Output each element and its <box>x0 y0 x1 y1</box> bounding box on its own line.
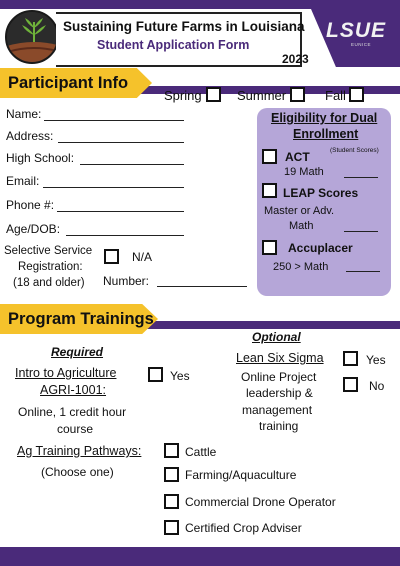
top-bar <box>0 0 400 9</box>
lsue-logo-text: LSUE <box>326 19 387 42</box>
accuplacer-checkbox[interactable] <box>262 240 277 255</box>
leap-checkbox[interactable] <box>262 183 277 198</box>
form-subtitle: Student Application Form <box>97 38 250 52</box>
selective-service-na-checkbox[interactable] <box>104 249 119 264</box>
accuplacer-score-field[interactable] <box>346 271 380 272</box>
participant-info-heading: Participant Info <box>8 74 129 92</box>
selective-service-registration-label: Registration: <box>18 261 83 273</box>
email-label: Email: <box>6 174 40 188</box>
term-fall-label: Fall <box>325 88 346 103</box>
address-field[interactable] <box>58 142 184 143</box>
leap-requirement: Master or Adv. <box>264 205 335 217</box>
selective-service-na-label: N/A <box>132 250 153 264</box>
phone-field[interactable] <box>57 211 184 212</box>
lean-six-sigma-yes-checkbox[interactable] <box>343 351 358 366</box>
intro-agriculture-yes-checkbox[interactable] <box>148 367 163 382</box>
term-spring-checkbox[interactable] <box>206 87 221 102</box>
pathway-crop-adviser-label: Certified Crop Adviser <box>185 521 302 535</box>
pathway-farming-label: Farming/Aquaculture <box>185 468 297 482</box>
choose-one-note: (Choose one) <box>41 465 114 479</box>
pathway-cattle-checkbox[interactable] <box>164 443 179 458</box>
bottom-bar <box>0 547 400 566</box>
address-label: Address: <box>6 129 54 143</box>
lean-six-sigma-label: Lean Six Sigma <box>236 351 324 365</box>
pathway-cattle-label: Cattle <box>185 445 217 459</box>
term-summer-checkbox[interactable] <box>290 87 305 102</box>
high-school-label: High School: <box>6 151 75 165</box>
intro-agriculture-yes-label: Yes <box>170 369 190 383</box>
pathway-crop-adviser-checkbox[interactable] <box>164 520 179 535</box>
high-school-field[interactable] <box>80 164 184 165</box>
name-label: Name: <box>6 107 42 121</box>
optional-heading: Optional <box>252 330 301 344</box>
program-trainings-heading: Program Trainings <box>8 310 154 328</box>
selective-service-age-note: (18 and older) <box>13 277 85 289</box>
age-dob-field[interactable] <box>66 235 184 236</box>
term-summer-label: Summer <box>237 88 287 103</box>
eligibility-title: Eligibility for Dual <box>271 111 378 125</box>
required-heading: Required <box>51 345 104 359</box>
age-dob-label: Age/DOB: <box>6 222 61 236</box>
lean-six-sigma-description-line4: training <box>259 419 299 433</box>
act-score-field[interactable] <box>344 177 378 178</box>
ag-training-pathways-label: Ag Training Pathways: <box>17 444 142 458</box>
act-checkbox[interactable] <box>262 149 277 164</box>
pathway-drone-label: Commercial Drone Operator <box>185 495 336 509</box>
intro-agriculture-description-line2: course <box>57 422 94 436</box>
email-field[interactable] <box>43 187 184 188</box>
student-scores-note: (Student Scores) <box>330 147 379 154</box>
selective-service-number-field[interactable] <box>157 286 247 287</box>
leap-label: LEAP Scores <box>283 186 359 200</box>
leap-requirement-line2: Math <box>289 220 314 232</box>
eligibility-title-line2: Enrollment <box>293 127 359 141</box>
lean-six-sigma-no-checkbox[interactable] <box>343 377 358 392</box>
pathway-drone-checkbox[interactable] <box>164 494 179 509</box>
intro-agriculture-description: Online, 1 credit hour <box>18 405 127 419</box>
lsue-logo-subtext: EUNICE <box>351 42 372 47</box>
phone-label: Phone #: <box>6 198 55 212</box>
term-fall-checkbox[interactable] <box>349 87 364 102</box>
pathway-farming-checkbox[interactable] <box>164 467 179 482</box>
selective-service-label: Selective Service <box>4 245 93 257</box>
form-title: Sustaining Future Farms in Louisiana <box>63 19 305 34</box>
lean-six-sigma-no-label: No <box>369 379 385 393</box>
form-year: 2023 <box>282 52 309 66</box>
lean-six-sigma-yes-label: Yes <box>366 353 386 367</box>
agri-course-code: AGRI-1001: <box>40 383 107 397</box>
name-field[interactable] <box>44 120 184 121</box>
lean-six-sigma-description: Online Project <box>241 370 317 384</box>
leap-score-field[interactable] <box>344 231 378 232</box>
act-label: ACT <box>285 150 310 164</box>
lean-six-sigma-description-line3: management <box>242 403 313 417</box>
act-requirement: 19 Math <box>284 166 324 178</box>
term-spring-label: Spring <box>164 88 202 103</box>
farm-logo <box>5 10 59 64</box>
accuplacer-requirement: 250 > Math <box>273 261 329 273</box>
selective-service-number-label: Number: <box>103 274 150 288</box>
intro-agriculture-label: Intro to Agriculture <box>15 366 117 380</box>
accuplacer-label: Accuplacer <box>288 241 353 255</box>
lean-six-sigma-description-line2: leadership & <box>246 386 313 400</box>
